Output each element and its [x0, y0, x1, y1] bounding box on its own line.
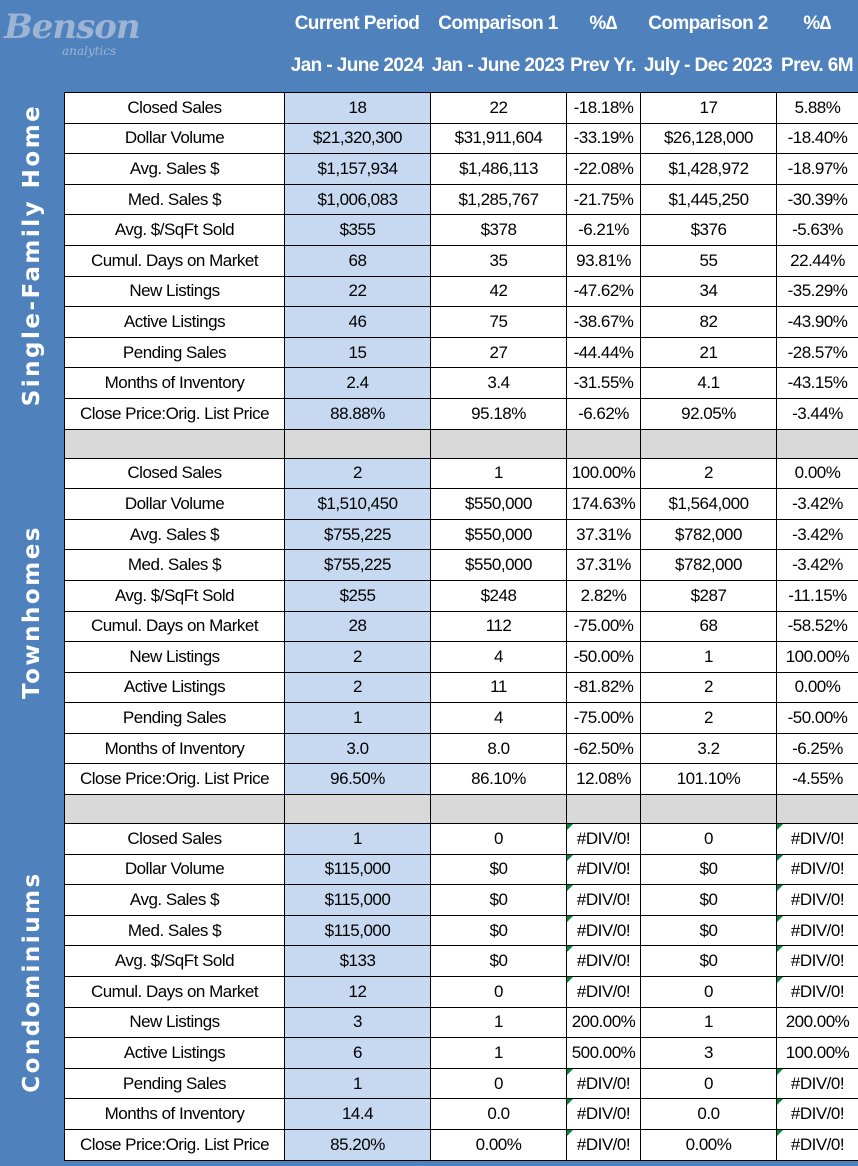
pct-change-prev-6m: -11.15% — [777, 580, 858, 611]
pct-change-prev-6m: 5.88% — [777, 93, 858, 124]
current-period-value: 1 — [285, 1068, 431, 1099]
comparison-2-value: 0.0 — [641, 1099, 777, 1130]
table-row — [65, 854, 858, 885]
comparison-1-value: $550,000 — [431, 519, 567, 550]
pct-change-prev-yr: 100.00% — [567, 458, 641, 489]
comparison-2-value: 101.10% — [641, 764, 777, 795]
metric-label: New Listings — [65, 276, 285, 307]
pct-change-prev-6m: -3.42% — [777, 489, 858, 520]
metric-label: Close Price:Orig. List Price — [65, 764, 285, 795]
pct-change-prev-6m: #DIV/0! — [777, 946, 858, 977]
metric-label: Pending Sales — [65, 703, 285, 734]
pct-change-prev-yr: #DIV/0! — [567, 915, 641, 946]
comparison-1-value: $378 — [431, 215, 567, 246]
comparison-1-value: $550,000 — [431, 489, 567, 520]
comparison-1-value: 86.10% — [431, 764, 567, 795]
comparison-2-value: $782,000 — [641, 519, 777, 550]
header-pct-change-prev-yr: %∆ Prev Yr. — [570, 13, 636, 76]
spacer-cell — [641, 795, 777, 824]
current-period-value: 12 — [285, 977, 431, 1008]
table-row — [65, 1099, 858, 1130]
table-row — [65, 337, 858, 368]
comparison-2-value: $0 — [641, 946, 777, 977]
comparison-2-value: 0 — [641, 1068, 777, 1099]
metric-label: Pending Sales — [65, 337, 285, 368]
pct-change-prev-6m: 100.00% — [777, 642, 858, 673]
metric-label: Avg. $/SqFt Sold — [65, 946, 285, 977]
metric-label: Med. Sales $ — [65, 184, 285, 215]
comparison-2-value: $1,445,250 — [641, 184, 777, 215]
pct-change-prev-yr: #DIV/0! — [567, 885, 641, 916]
table-row — [65, 764, 858, 795]
table-row — [65, 580, 858, 611]
logo-name: Benson — [4, 7, 140, 47]
spacer-cell — [777, 429, 858, 458]
comparison-2-value: 2 — [641, 703, 777, 734]
current-period-value: 46 — [285, 307, 431, 338]
table-row — [65, 733, 858, 764]
pct-change-prev-yr: -6.21% — [567, 215, 641, 246]
table-row — [65, 1007, 858, 1038]
comparison-1-value: 112 — [431, 611, 567, 642]
pct-change-prev-6m: -5.63% — [777, 215, 858, 246]
metric-label: Avg. $/SqFt Sold — [65, 580, 285, 611]
comparison-2-value: 2 — [641, 458, 777, 489]
current-period-value: 88.88% — [285, 398, 431, 429]
section-label-single-family: Single-Family Home — [19, 103, 45, 407]
current-period-value: 3 — [285, 1007, 431, 1038]
current-period-value: 2 — [285, 458, 431, 489]
table-row — [65, 946, 858, 977]
metric-label: Dollar Volume — [65, 489, 285, 520]
pct-change-prev-6m: 22.44% — [777, 245, 858, 276]
current-period-value: 85.20% — [285, 1130, 431, 1161]
table-row — [65, 977, 858, 1008]
spacer-cell — [285, 795, 431, 824]
pct-change-prev-6m: -35.29% — [777, 276, 858, 307]
current-period-value: 2 — [285, 672, 431, 703]
comparison-1-value: 75 — [431, 307, 567, 338]
section-label-townhomes: Townhomes — [19, 524, 45, 699]
comparison-2-value: $1,428,972 — [641, 154, 777, 185]
comparison-2-value: $287 — [641, 580, 777, 611]
pct-change-prev-yr: #DIV/0! — [567, 824, 641, 855]
current-period-value: 28 — [285, 611, 431, 642]
comparison-2-value: 82 — [641, 307, 777, 338]
comparison-2-value: 68 — [641, 611, 777, 642]
pct-change-prev-yr: 174.63% — [567, 489, 641, 520]
current-period-value: 6 — [285, 1038, 431, 1069]
pct-change-prev-yr: -75.00% — [567, 611, 641, 642]
table-row — [65, 915, 858, 946]
comparison-1-value: 35 — [431, 245, 567, 276]
table-row — [65, 550, 858, 581]
comparison-2-value: 4.1 — [641, 368, 777, 399]
comparison-1-value: 8.0 — [431, 733, 567, 764]
pct-change-prev-6m: #DIV/0! — [777, 915, 858, 946]
metric-label: Cumul. Days on Market — [65, 977, 285, 1008]
comparison-1-value: 4 — [431, 703, 567, 734]
table-row — [65, 703, 858, 734]
pct-change-prev-6m: -4.55% — [777, 764, 858, 795]
metric-label: Avg. Sales $ — [65, 154, 285, 185]
current-period-value: 2.4 — [285, 368, 431, 399]
pct-change-prev-6m: #DIV/0! — [777, 977, 858, 1008]
metric-label: Avg. Sales $ — [65, 885, 285, 916]
metric-label: Active Listings — [65, 672, 285, 703]
metric-label: Avg. $/SqFt Sold — [65, 215, 285, 246]
current-period-value: $355 — [285, 215, 431, 246]
pct-change-prev-6m: -43.90% — [777, 307, 858, 338]
current-period-value: 1 — [285, 703, 431, 734]
pct-change-prev-yr: -38.67% — [567, 307, 641, 338]
comparison-2-value: $782,000 — [641, 550, 777, 581]
table-row — [65, 885, 858, 916]
comparison-1-value: 22 — [431, 93, 567, 124]
current-period-value: 68 — [285, 245, 431, 276]
pct-change-prev-yr: #DIV/0! — [567, 1068, 641, 1099]
table-row — [65, 276, 858, 307]
comparison-2-value: 21 — [641, 337, 777, 368]
table-row — [65, 368, 858, 399]
spacer-cell — [431, 429, 567, 458]
table-row — [65, 184, 858, 215]
current-period-value: $133 — [285, 946, 431, 977]
pct-change-prev-yr: -62.50% — [567, 733, 641, 764]
current-period-value: 2 — [285, 642, 431, 673]
comparison-1-value: $0 — [431, 915, 567, 946]
comparison-1-value: 95.18% — [431, 398, 567, 429]
metric-label: Cumul. Days on Market — [65, 245, 285, 276]
spacer-cell — [567, 429, 641, 458]
current-period-value: 1 — [285, 824, 431, 855]
comparison-2-value: $376 — [641, 215, 777, 246]
pct-change-prev-yr: 93.81% — [567, 245, 641, 276]
comparison-1-value: 0.0 — [431, 1099, 567, 1130]
table-row — [65, 1130, 858, 1161]
comparison-2-value: $0 — [641, 915, 777, 946]
pct-change-prev-6m: -18.97% — [777, 154, 858, 185]
pct-change-prev-yr: -44.44% — [567, 337, 641, 368]
current-period-value: $755,225 — [285, 519, 431, 550]
pct-change-prev-6m: -18.40% — [777, 123, 858, 154]
pct-change-prev-6m: 200.00% — [777, 1007, 858, 1038]
comparison-1-value: $31,911,604 — [431, 123, 567, 154]
comparison-1-value: $0 — [431, 854, 567, 885]
metric-label: Cumul. Days on Market — [65, 611, 285, 642]
pct-change-prev-6m: -6.25% — [777, 733, 858, 764]
comparison-1-value: $1,486,113 — [431, 154, 567, 185]
pct-change-prev-6m: 100.00% — [777, 1038, 858, 1069]
comparison-1-value: 0.00% — [431, 1130, 567, 1161]
pct-change-prev-6m: -50.00% — [777, 703, 858, 734]
comparison-1-value: 11 — [431, 672, 567, 703]
current-period-value: $115,000 — [285, 854, 431, 885]
comparison-2-value: 0.00% — [641, 1130, 777, 1161]
comparison-1-value: 3.4 — [431, 368, 567, 399]
metric-label: Active Listings — [65, 307, 285, 338]
comparison-1-value: 27 — [431, 337, 567, 368]
comparison-2-value: $1,564,000 — [641, 489, 777, 520]
pct-change-prev-yr: 200.00% — [567, 1007, 641, 1038]
table-row — [65, 672, 858, 703]
table-row — [65, 611, 858, 642]
pct-change-prev-yr: 2.82% — [567, 580, 641, 611]
comparison-1-value: 0 — [431, 1068, 567, 1099]
comparison-1-value: $0 — [431, 946, 567, 977]
current-period-value: $255 — [285, 580, 431, 611]
spacer-cell — [431, 795, 567, 824]
pct-change-prev-yr: #DIV/0! — [567, 854, 641, 885]
current-period-value: $115,000 — [285, 885, 431, 916]
header — [0, 0, 858, 92]
comparison-2-value: 2 — [641, 672, 777, 703]
comparison-1-value: 4 — [431, 642, 567, 673]
comparison-1-value: 0 — [431, 977, 567, 1008]
pct-change-prev-yr: -33.19% — [567, 123, 641, 154]
pct-change-prev-yr: -18.18% — [567, 93, 641, 124]
current-period-value: $755,225 — [285, 550, 431, 581]
pct-change-prev-6m: -30.39% — [777, 184, 858, 215]
table-row — [65, 824, 858, 855]
table-row — [65, 307, 858, 338]
comparison-2-value: 55 — [641, 245, 777, 276]
current-period-value: 3.0 — [285, 733, 431, 764]
comparison-2-value: 34 — [641, 276, 777, 307]
pct-change-prev-yr: #DIV/0! — [567, 977, 641, 1008]
metric-label: Dollar Volume — [65, 854, 285, 885]
comparison-1-value: $248 — [431, 580, 567, 611]
metric-label: Avg. Sales $ — [65, 519, 285, 550]
table-row — [65, 93, 858, 124]
logo-subtitle: analytics — [62, 44, 117, 58]
pct-change-prev-yr: #DIV/0! — [567, 1130, 641, 1161]
pct-change-prev-yr: -21.75% — [567, 184, 641, 215]
table-row — [65, 154, 858, 185]
pct-change-prev-6m: -43.15% — [777, 368, 858, 399]
pct-change-prev-6m: -58.52% — [777, 611, 858, 642]
metric-label: Dollar Volume — [65, 123, 285, 154]
current-period-value: 18 — [285, 93, 431, 124]
metric-label: Close Price:Orig. List Price — [65, 398, 285, 429]
comparison-2-value: $0 — [641, 885, 777, 916]
pct-change-prev-6m: -3.42% — [777, 550, 858, 581]
comparison-2-value: 1 — [641, 1007, 777, 1038]
header-pct-change-prev-6m: %∆ Prev. 6M — [781, 13, 853, 76]
spacer-cell — [65, 429, 285, 458]
pct-change-prev-6m: #DIV/0! — [777, 1099, 858, 1130]
spacer-cell — [777, 795, 858, 824]
pct-change-prev-6m: #DIV/0! — [777, 885, 858, 916]
table-row — [65, 489, 858, 520]
pct-change-prev-6m: -3.42% — [777, 519, 858, 550]
pct-change-prev-yr: -75.00% — [567, 703, 641, 734]
pct-change-prev-6m: #DIV/0! — [777, 1130, 858, 1161]
comparison-2-value: 1 — [641, 642, 777, 673]
current-period-value: $1,510,450 — [285, 489, 431, 520]
current-period-value: 22 — [285, 276, 431, 307]
pct-change-prev-yr: #DIV/0! — [567, 946, 641, 977]
comparison-1-value: 1 — [431, 1038, 567, 1069]
current-period-value: $1,157,934 — [285, 154, 431, 185]
comparison-1-value: $550,000 — [431, 550, 567, 581]
pct-change-prev-yr: -22.08% — [567, 154, 641, 185]
header-comparison-2: Comparison 2 July - Dec 2023 — [643, 13, 773, 76]
pct-change-prev-6m: -3.44% — [777, 398, 858, 429]
current-period-value: $21,320,300 — [285, 123, 431, 154]
market-stats-body — [65, 93, 858, 1161]
metric-label: Months of Inventory — [65, 368, 285, 399]
metric-label: Closed Sales — [65, 824, 285, 855]
comparison-1-value: 42 — [431, 276, 567, 307]
metric-label: Closed Sales — [65, 458, 285, 489]
comparison-1-value: $1,285,767 — [431, 184, 567, 215]
comparison-2-value: 3 — [641, 1038, 777, 1069]
metric-label: Pending Sales — [65, 1068, 285, 1099]
metric-label: New Listings — [65, 642, 285, 673]
section-label-condominiums: Condominiums — [19, 871, 45, 1093]
spacer-cell — [65, 795, 285, 824]
table-row — [65, 458, 858, 489]
comparison-1-value: 0 — [431, 824, 567, 855]
table-row — [65, 1068, 858, 1099]
pct-change-prev-6m: #DIV/0! — [777, 824, 858, 855]
pct-change-prev-yr: 37.31% — [567, 519, 641, 550]
metric-label: Active Listings — [65, 1038, 285, 1069]
comparison-2-value: 0 — [641, 977, 777, 1008]
spacer-cell — [285, 429, 431, 458]
metric-label: Months of Inventory — [65, 1099, 285, 1130]
metric-label: New Listings — [65, 1007, 285, 1038]
market-stats-table — [64, 92, 858, 1161]
pct-change-prev-yr: 500.00% — [567, 1038, 641, 1069]
pct-change-prev-6m: -28.57% — [777, 337, 858, 368]
metric-label: Closed Sales — [65, 93, 285, 124]
table-row — [65, 519, 858, 550]
spacer-cell — [567, 795, 641, 824]
comparison-2-value: 3.2 — [641, 733, 777, 764]
current-period-value: 15 — [285, 337, 431, 368]
table-row — [65, 1038, 858, 1069]
table-row — [65, 215, 858, 246]
pct-change-prev-yr: -31.55% — [567, 368, 641, 399]
pct-change-prev-yr: #DIV/0! — [567, 1099, 641, 1130]
comparison-2-value: $0 — [641, 854, 777, 885]
comparison-1-value: 1 — [431, 458, 567, 489]
pct-change-prev-yr: -50.00% — [567, 642, 641, 673]
pct-change-prev-yr: -6.62% — [567, 398, 641, 429]
current-period-value: 96.50% — [285, 764, 431, 795]
table-row — [65, 642, 858, 673]
comparison-1-value: $0 — [431, 885, 567, 916]
table-row — [65, 123, 858, 154]
section-spacer-row — [65, 795, 858, 824]
header-current-period: Current Period Jan - June 2024 — [290, 13, 424, 76]
benson-analytics-logo — [4, 7, 140, 64]
pct-change-prev-6m: #DIV/0! — [777, 1068, 858, 1099]
comparison-2-value: 92.05% — [641, 398, 777, 429]
pct-change-prev-6m: 0.00% — [777, 672, 858, 703]
pct-change-prev-6m: 0.00% — [777, 458, 858, 489]
pct-change-prev-yr: 37.31% — [567, 550, 641, 581]
pct-change-prev-6m: #DIV/0! — [777, 854, 858, 885]
metric-label: Med. Sales $ — [65, 915, 285, 946]
metric-label: Close Price:Orig. List Price — [65, 1130, 285, 1161]
current-period-value: $115,000 — [285, 915, 431, 946]
pct-change-prev-yr: -47.62% — [567, 276, 641, 307]
comparison-1-value: 1 — [431, 1007, 567, 1038]
metric-label: Med. Sales $ — [65, 550, 285, 581]
table-row — [65, 398, 858, 429]
spacer-cell — [641, 429, 777, 458]
table-row — [65, 245, 858, 276]
comparison-2-value: $26,128,000 — [641, 123, 777, 154]
metric-label: Months of Inventory — [65, 733, 285, 764]
section-spacer-row — [65, 429, 858, 458]
header-comparison-1: Comparison 1 Jan - June 2023 — [431, 13, 565, 76]
current-period-value: 14.4 — [285, 1099, 431, 1130]
pct-change-prev-yr: 12.08% — [567, 764, 641, 795]
current-period-value: $1,006,083 — [285, 184, 431, 215]
pct-change-prev-yr: -81.82% — [567, 672, 641, 703]
comparison-2-value: 0 — [641, 824, 777, 855]
comparison-2-value: 17 — [641, 93, 777, 124]
